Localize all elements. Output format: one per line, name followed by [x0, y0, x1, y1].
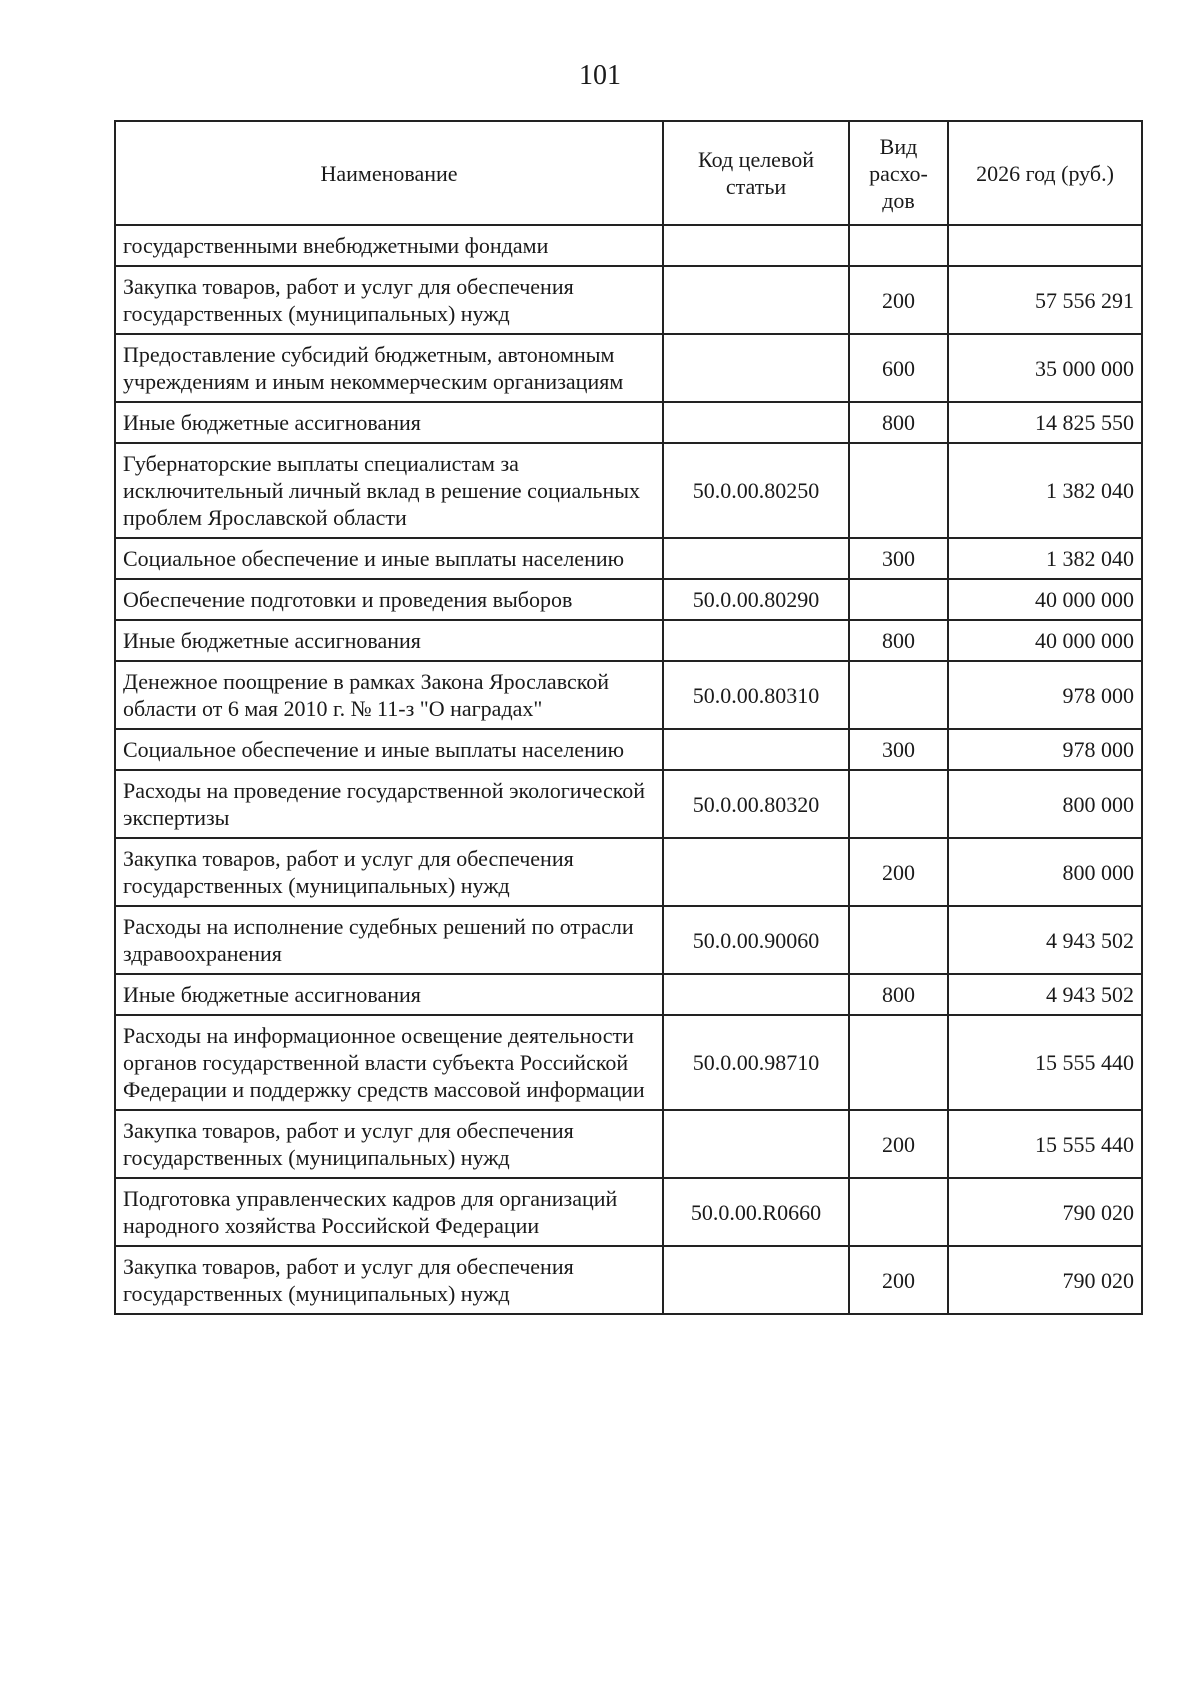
cell-code — [663, 729, 849, 770]
page-number: 101 — [579, 60, 621, 91]
table-row — [115, 538, 1142, 579]
cell-amount: 4 943 502 — [948, 906, 1142, 974]
cell-type — [849, 443, 948, 538]
cell-name: Иные бюджетные ассигнования — [115, 402, 663, 443]
cell-type: 300 — [849, 729, 948, 770]
cell-type: 800 — [849, 402, 948, 443]
cell-name: Иные бюджетные ассигнования — [115, 974, 663, 1015]
header-name: Наименование — [115, 121, 663, 225]
cell-amount: 15 555 440 — [948, 1015, 1142, 1110]
cell-code — [663, 1246, 849, 1314]
cell-name: Закупка товаров, работ и услуг для обеспечения государственных (муниципальных) нужд — [115, 1110, 663, 1178]
cell-amount: 14 825 550 — [948, 402, 1142, 443]
cell-name: Предоставление субсидий бюджетным, автономным учреждениям и иным некоммерческим организациям — [115, 334, 663, 402]
cell-amount: 790 020 — [948, 1178, 1142, 1246]
cell-name: Социальное обеспечение и иные выплаты населению — [115, 729, 663, 770]
header-type: Вид расхо- дов — [849, 121, 948, 225]
cell-amount: 4 943 502 — [948, 974, 1142, 1015]
table-row — [115, 1178, 1142, 1246]
cell-code — [663, 266, 849, 334]
cell-code — [663, 402, 849, 443]
cell-name: Социальное обеспечение и иные выплаты населению — [115, 538, 663, 579]
cell-code — [663, 538, 849, 579]
table-row — [115, 661, 1142, 729]
table-row — [115, 402, 1142, 443]
cell-type: 600 — [849, 334, 948, 402]
table-row — [115, 770, 1142, 838]
cell-name: государственными внебюджетными фондами — [115, 225, 663, 266]
cell-name: Расходы на информационное освещение деятельности органов государственной власти субъекта Российской Федерации и поддержку средств массовой информации — [115, 1015, 663, 1110]
cell-type: 200 — [849, 1246, 948, 1314]
cell-name: Обеспечение подготовки и проведения выборов — [115, 579, 663, 620]
table-body — [115, 225, 1142, 1314]
cell-amount: 15 555 440 — [948, 1110, 1142, 1178]
table-row — [115, 443, 1142, 538]
table-row — [115, 838, 1142, 906]
cell-amount: 800 000 — [948, 770, 1142, 838]
cell-type — [849, 906, 948, 974]
cell-name: Подготовка управленческих кадров для организаций народного хозяйства Российской Федерации — [115, 1178, 663, 1246]
table-row — [115, 1015, 1142, 1110]
cell-amount — [948, 225, 1142, 266]
cell-type: 800 — [849, 974, 948, 1015]
cell-code: 50.0.00.80290 — [663, 579, 849, 620]
cell-name: Расходы на исполнение судебных решений по отрасли здравоохранения — [115, 906, 663, 974]
cell-type: 200 — [849, 266, 948, 334]
cell-amount: 1 382 040 — [948, 443, 1142, 538]
cell-code — [663, 225, 849, 266]
table-row — [115, 266, 1142, 334]
cell-name: Закупка товаров, работ и услуг для обеспечения государственных (муниципальных) нужд — [115, 838, 663, 906]
cell-amount: 57 556 291 — [948, 266, 1142, 334]
cell-code — [663, 974, 849, 1015]
cell-name: Закупка товаров, работ и услуг для обеспечения государственных (муниципальных) нужд — [115, 1246, 663, 1314]
table-row — [115, 1110, 1142, 1178]
cell-amount: 800 000 — [948, 838, 1142, 906]
cell-type — [849, 770, 948, 838]
table-row — [115, 729, 1142, 770]
cell-code — [663, 620, 849, 661]
table-row — [115, 1246, 1142, 1314]
cell-name: Иные бюджетные ассигнования — [115, 620, 663, 661]
cell-code: 50.0.00.90060 — [663, 906, 849, 974]
cell-name: Закупка товаров, работ и услуг для обеспечения государственных (муниципальных) нужд — [115, 266, 663, 334]
cell-type: 200 — [849, 838, 948, 906]
header-amount: 2026 год (руб.) — [948, 121, 1142, 225]
cell-name: Губернаторские выплаты специалистам за исключительный личный вклад в решение социальных проблем Ярославской области — [115, 443, 663, 538]
cell-amount: 1 382 040 — [948, 538, 1142, 579]
cell-type — [849, 1015, 948, 1110]
table-header-row — [115, 121, 1142, 225]
cell-type: 300 — [849, 538, 948, 579]
cell-code — [663, 334, 849, 402]
cell-type — [849, 661, 948, 729]
table-row — [115, 974, 1142, 1015]
budget-table — [114, 120, 1143, 1315]
table-row — [115, 334, 1142, 402]
table-row — [115, 906, 1142, 974]
cell-amount: 978 000 — [948, 661, 1142, 729]
cell-code: 50.0.00.80320 — [663, 770, 849, 838]
cell-code: 50.0.00.80250 — [663, 443, 849, 538]
table-row — [115, 579, 1142, 620]
cell-code: 50.0.00.80310 — [663, 661, 849, 729]
cell-amount: 40 000 000 — [948, 579, 1142, 620]
cell-amount: 35 000 000 — [948, 334, 1142, 402]
cell-type — [849, 579, 948, 620]
cell-type — [849, 1178, 948, 1246]
cell-amount: 978 000 — [948, 729, 1142, 770]
table-row — [115, 225, 1142, 266]
cell-name: Расходы на проведение государственной экологической экспертизы — [115, 770, 663, 838]
cell-amount: 40 000 000 — [948, 620, 1142, 661]
header-code: Код целевой статьи — [663, 121, 849, 225]
cell-code — [663, 1110, 849, 1178]
cell-name: Денежное поощрение в рамках Закона Ярославской области от 6 мая 2010 г. № 11-з "О наградах" — [115, 661, 663, 729]
cell-code — [663, 838, 849, 906]
cell-type: 800 — [849, 620, 948, 661]
cell-type — [849, 225, 948, 266]
cell-type: 200 — [849, 1110, 948, 1178]
cell-code: 50.0.00.98710 — [663, 1015, 849, 1110]
table-row — [115, 620, 1142, 661]
cell-code: 50.0.00.R0660 — [663, 1178, 849, 1246]
cell-amount: 790 020 — [948, 1246, 1142, 1314]
